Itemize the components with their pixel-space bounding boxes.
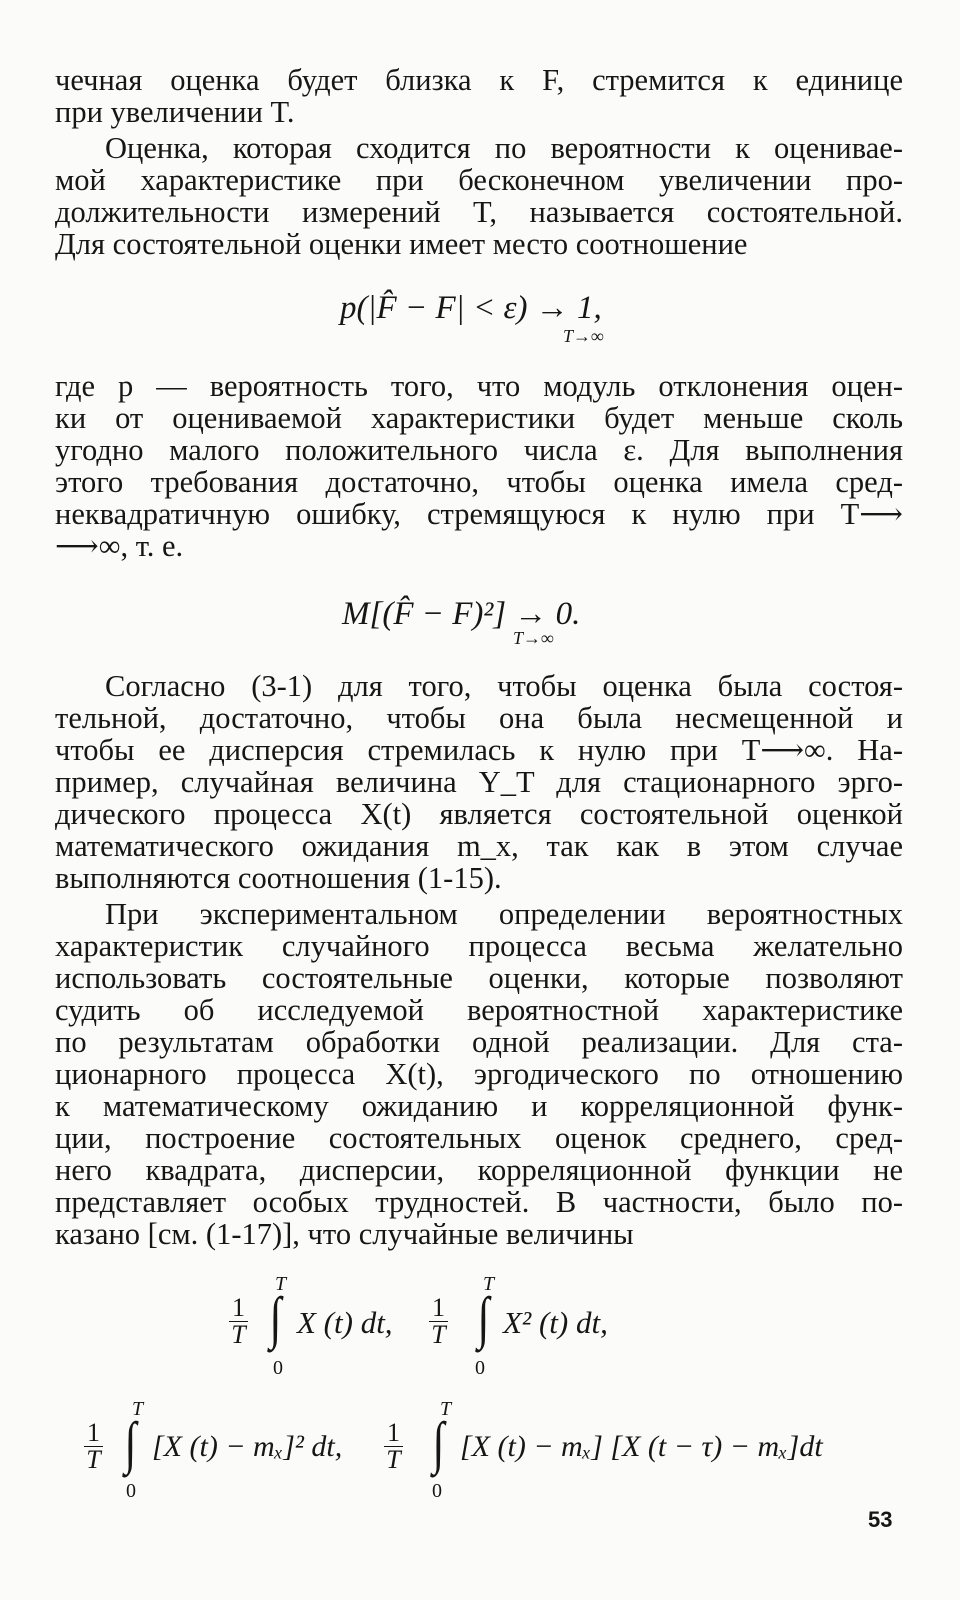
text-line: по результатам обработки одной реализации. Для ста-	[55, 1025, 903, 1059]
text-line: Для состоятельной оценки имеет место соотношение	[55, 227, 748, 261]
formula-integrals-row1	[225, 1273, 645, 1379]
integral-sign: ∫	[124, 1410, 137, 1475]
formula-limit: T→∞	[513, 628, 554, 648]
text-line: казано [см. (1-17)], что случайные величины	[55, 1217, 634, 1251]
fraction: $\frac{1}{T}$	[84, 1420, 103, 1473]
text-line: представляет особых трудностей. В частности, было по-	[55, 1185, 903, 1219]
text-line: ки от оцениваемой характеристики будет меньше сколь	[55, 401, 903, 435]
integrand: [X (t) − mₓ]² dt,	[152, 1430, 343, 1463]
text-line: пример, случайная величина Y_T для стационарного эрго-	[55, 765, 903, 799]
text-line: чтобы ее дисперсия стремилась к нулю при T⟶∞. На-	[55, 733, 903, 767]
integrand: [X (t) − mₓ] [X (t − τ) − mₓ]dt	[460, 1430, 823, 1463]
text-line: судить об исследуемой вероятностной характеристике	[55, 993, 903, 1027]
text-line: характеристик случайного процесса весьма желательно	[55, 929, 903, 963]
text-line: использовать состоятельные оценки, которые позволяют	[55, 961, 903, 995]
text-line: ционарного процесса X(t), эргодического по отношению	[55, 1057, 903, 1091]
integral-lower-limit: 0	[273, 1357, 283, 1379]
text-line: угодно малого положительного числа ε. Для выполнения	[55, 433, 903, 467]
integral-sign: ∫	[477, 1285, 490, 1350]
integral-sign: ∫	[432, 1410, 445, 1475]
integral-lower-limit: 0	[432, 1480, 442, 1502]
text-line: где p — вероятность того, что модуль отклонения оцен-	[55, 369, 903, 403]
integral-upper-limit: T	[483, 1273, 495, 1295]
text-line: Согласно (3-1) для того, чтобы оценка была состоя-	[105, 669, 903, 703]
fraction: $\frac{1}{T}$	[384, 1420, 403, 1473]
text-line: Оценка, которая сходится по вероятности к оценивае-	[105, 131, 903, 165]
integral-lower-limit: 0	[126, 1480, 136, 1502]
text-line: мой характеристике при бесконечном увеличении про-	[55, 163, 903, 197]
formula-limit: T→∞	[563, 326, 604, 346]
integral-upper-limit: T	[440, 1398, 452, 1420]
text-line: выполняются соотношения (1-15).	[55, 861, 502, 895]
text-line: ции, построение состоятельных оценок среднего, сред-	[55, 1121, 903, 1155]
integrand: X (t) dt,	[297, 1305, 393, 1340]
integral-upper-limit: T	[275, 1273, 287, 1295]
text-line: При экспериментальном определении вероятностных	[105, 897, 903, 931]
formula-consistency: p(|F̂ − F| < ε) → 1,	[340, 290, 602, 326]
fraction: $\frac{1}{T}$	[429, 1295, 448, 1348]
integrand: X² (t) dt,	[503, 1305, 608, 1340]
text-line: тельной, достаточно, чтобы она была несмещенной и	[55, 701, 903, 735]
text-line: к математическому ожиданию и корреляционной функ-	[55, 1089, 903, 1123]
formula-integrals-row2	[80, 1400, 880, 1500]
fraction: $\frac{1}{T}$	[229, 1295, 248, 1348]
text-line: этого требования достаточно, чтобы оценка имела сред-	[55, 465, 903, 499]
integral-lower-limit: 0	[475, 1357, 485, 1379]
text-line: ⟶∞, т. е.	[55, 529, 184, 563]
integral-sign: ∫	[269, 1285, 282, 1350]
text-line: при увеличении T.	[55, 95, 295, 129]
text-line: должительности измерений T, называется состоятельной.	[55, 195, 903, 229]
text-line: чечная оценка будет близка к F, стремится к единице	[55, 63, 903, 97]
text-line: неквадратичную ошибку, стремящуюся к нулю при T⟶	[55, 497, 903, 531]
integral-upper-limit: T	[132, 1398, 144, 1420]
text-line: дического процесса X(t) является состоятельной оценкой	[55, 797, 903, 831]
text-line: математического ожидания m_x, так как в этом случае	[55, 829, 903, 863]
formula-mse: M[(F̂ − F)²] → 0.	[342, 596, 581, 632]
text-line: него квадрата, дисперсии, корреляционной функции не	[55, 1153, 903, 1187]
page-number: 53	[868, 1507, 893, 1532]
